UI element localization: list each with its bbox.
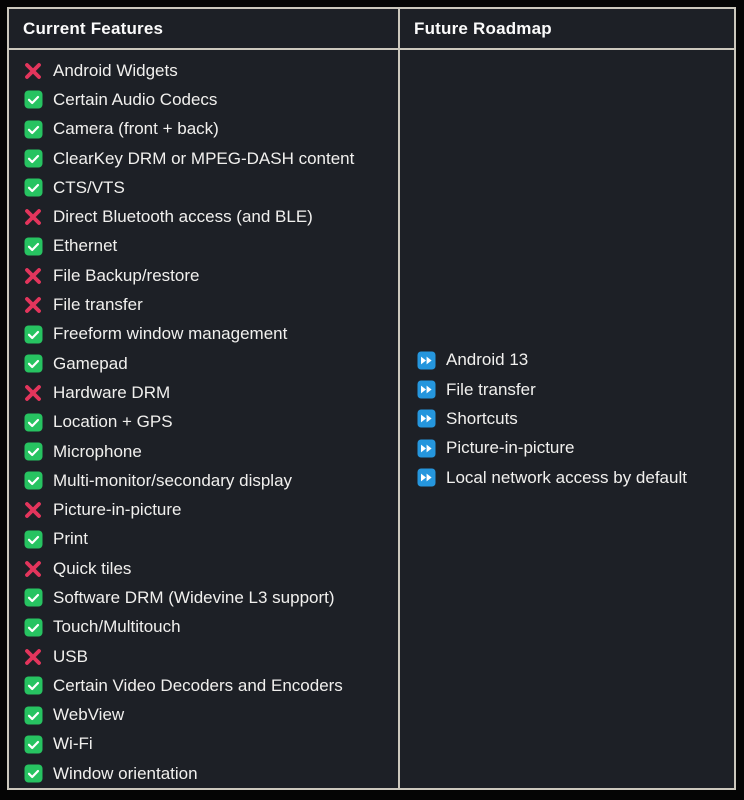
- feature-label: Touch/Multitouch: [53, 617, 181, 637]
- feature-label: Certain Audio Codecs: [53, 89, 218, 109]
- feature-row: [23, 232, 392, 261]
- feature-label: Freeform window management: [53, 324, 288, 344]
- feature-label: Microphone: [53, 441, 142, 461]
- feature-row: [23, 613, 392, 642]
- check-icon: [23, 149, 43, 169]
- check-icon: [23, 236, 43, 256]
- feature-row: [23, 85, 392, 114]
- feature-label: Location + GPS: [53, 412, 173, 432]
- cross-icon: [23, 207, 43, 227]
- roadmap-label: Shortcuts: [446, 408, 518, 428]
- roadmap-label: Local network access by default: [446, 467, 687, 487]
- check-icon: [23, 442, 43, 462]
- roadmap-row: [416, 346, 734, 375]
- current-features-header-label: Current Features: [23, 18, 164, 38]
- check-icon: [23, 412, 43, 432]
- feature-label: Direct Bluetooth access (and BLE): [53, 207, 313, 227]
- feature-row: [23, 320, 392, 349]
- feature-label: Multi-monitor/secondary display: [53, 470, 293, 490]
- check-icon: [23, 324, 43, 344]
- feature-row: [23, 144, 392, 173]
- feature-row: [23, 261, 392, 290]
- feature-label: Hardware DRM: [53, 382, 171, 402]
- check-icon: [23, 529, 43, 549]
- check-icon: [23, 588, 43, 608]
- feature-row: [23, 759, 392, 788]
- check-icon: [23, 354, 43, 374]
- feature-label: Camera (front + back): [53, 119, 219, 139]
- feature-label: Software DRM (Widevine L3 support): [53, 587, 335, 607]
- fast-forward-icon: [416, 380, 436, 400]
- feature-row: [23, 290, 392, 319]
- future-roadmap-header: [400, 9, 734, 50]
- feature-row: [23, 583, 392, 612]
- roadmap-label: File transfer: [446, 379, 536, 399]
- roadmap-row: [416, 434, 734, 463]
- feature-row: [23, 202, 392, 231]
- feature-row: [23, 115, 392, 144]
- cross-icon: [23, 61, 43, 81]
- current-features-list: [9, 50, 400, 788]
- feature-row: [23, 554, 392, 583]
- feature-row: [23, 437, 392, 466]
- cross-icon: [23, 559, 43, 579]
- check-icon: [23, 764, 43, 784]
- check-icon: [23, 471, 43, 491]
- feature-label: Picture-in-picture: [53, 500, 182, 520]
- feature-label: Certain Video Decoders and Encoders: [53, 675, 343, 695]
- feature-row: [23, 408, 392, 437]
- check-icon: [23, 617, 43, 637]
- feature-row: [23, 173, 392, 202]
- check-icon: [23, 676, 43, 696]
- feature-label: File Backup/restore: [53, 265, 200, 285]
- check-icon: [23, 734, 43, 754]
- roadmap-row: [416, 404, 734, 433]
- fast-forward-icon: [416, 468, 436, 488]
- feature-row: [23, 495, 392, 524]
- cross-icon: [23, 383, 43, 403]
- roadmap-row: [416, 375, 734, 404]
- fast-forward-icon: [416, 350, 436, 370]
- feature-row: [23, 701, 392, 730]
- feature-label: File transfer: [53, 295, 143, 315]
- cross-icon: [23, 295, 43, 315]
- cross-icon: [23, 647, 43, 667]
- current-features-header: [9, 9, 400, 50]
- cross-icon: [23, 266, 43, 286]
- fast-forward-icon: [416, 438, 436, 458]
- feature-row: [23, 730, 392, 759]
- check-icon: [23, 705, 43, 725]
- check-icon: [23, 119, 43, 139]
- feature-label: Android Widgets: [53, 60, 178, 80]
- roadmap-row: [416, 463, 734, 492]
- feature-row: [23, 671, 392, 700]
- feature-label: Window orientation: [53, 763, 198, 783]
- feature-comparison-table: [7, 7, 736, 790]
- feature-label: Gamepad: [53, 353, 128, 373]
- feature-row: [23, 642, 392, 671]
- feature-label: Quick tiles: [53, 558, 132, 578]
- future-roadmap-list: [400, 50, 734, 788]
- feature-label: USB: [53, 646, 88, 666]
- future-roadmap-header-label: Future Roadmap: [414, 18, 552, 38]
- feature-label: Wi-Fi: [53, 734, 93, 754]
- feature-label: Ethernet: [53, 236, 118, 256]
- feature-row: [23, 349, 392, 378]
- feature-label: WebView: [53, 705, 125, 725]
- roadmap-label: Picture-in-picture: [446, 438, 575, 458]
- feature-label: CTS/VTS: [53, 177, 125, 197]
- feature-row: [23, 525, 392, 554]
- feature-label: Print: [53, 529, 88, 549]
- cross-icon: [23, 500, 43, 520]
- feature-row: [23, 378, 392, 407]
- check-icon: [23, 90, 43, 110]
- fast-forward-icon: [416, 409, 436, 429]
- feature-row: [23, 56, 392, 85]
- check-icon: [23, 178, 43, 198]
- feature-row: [23, 466, 392, 495]
- roadmap-label: Android 13: [446, 350, 529, 370]
- feature-label: ClearKey DRM or MPEG-DASH content: [53, 148, 355, 168]
